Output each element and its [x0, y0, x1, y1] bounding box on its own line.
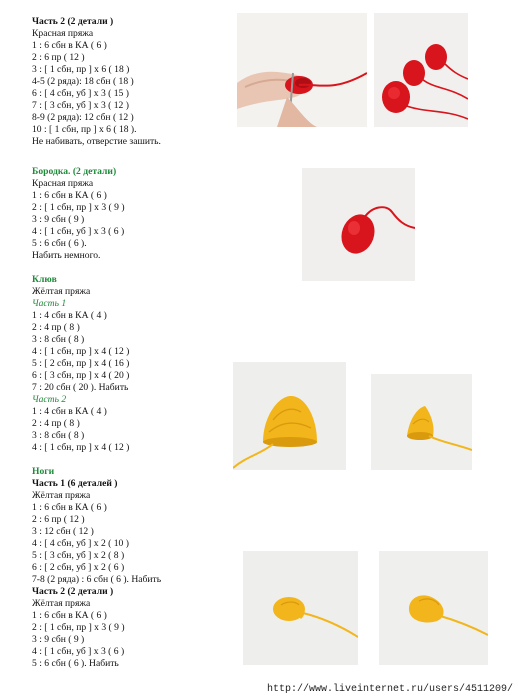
section-title: Часть 2 (2 детали ) — [32, 16, 114, 27]
part-label: Часть 2 — [32, 394, 67, 405]
pattern-line: 6 : [ 2 сбн, уб ] х 2 ( 6 ) — [32, 562, 125, 573]
section-beak — [32, 274, 129, 454]
pattern-line: 10 : [ 1 сбн, пр ] х 6 ( 18 ). — [32, 124, 137, 135]
hand-crochet-image — [237, 13, 367, 127]
pattern-line: Набить немного. — [32, 250, 101, 261]
pattern-line: 2 : [ 1 сбн, пр ] х 3 ( 9 ) — [32, 202, 125, 213]
part-title: Часть 2 (2 детали ) — [32, 586, 114, 597]
section-title: Ноги — [32, 466, 55, 477]
section-part2-red — [32, 16, 161, 148]
photo-beak-part2 — [371, 374, 472, 470]
part-title: Часть 1 (6 деталей ) — [32, 478, 118, 489]
photo-hand-red-yarn — [237, 13, 367, 127]
pattern-line: 6 : [ 4 сбн, уб ] х 3 ( 15 ) — [32, 88, 129, 99]
beak-part1-image — [233, 362, 346, 470]
pattern-line: Жёлтая пряжа — [32, 598, 91, 609]
pattern-line: Красная пряжа — [32, 28, 94, 39]
photo-wattle — [302, 168, 415, 281]
pattern-line: 1 : 6 сбн в КА ( 6 ) — [32, 502, 107, 513]
leg-part1-image — [243, 551, 358, 665]
section-title: Бородка. (2 детали) — [32, 166, 117, 177]
pattern-line: Красная пряжа — [32, 178, 94, 189]
wattle-image — [302, 168, 415, 281]
pattern-line: 7 : 20 сбн ( 20 ). Набить — [32, 382, 129, 393]
section-title: Клюв — [32, 274, 57, 285]
photo-leg-part1 — [243, 551, 358, 665]
pattern-line: 3 : 8 сбн ( 8 ) — [32, 430, 85, 441]
pattern-line: 5 : [ 3 сбн, уб ] х 2 ( 8 ) — [32, 550, 125, 561]
pattern-line: Жёлтая пряжа — [32, 490, 91, 501]
pattern-line: 7-8 (2 ряда) : 6 сбн ( 6 ). Набить — [32, 574, 162, 585]
pattern-line: Не набивать, отверстие зашить. — [32, 136, 161, 147]
pattern-line: 4 : [ 1 сбн, пр ] х 4 ( 12 ) — [32, 346, 130, 357]
pattern-line: 2 : 6 пр ( 12 ) — [32, 52, 85, 63]
pattern-line: 3 : [ 1 сбн, пр ] х 6 ( 18 ) — [32, 64, 130, 75]
pattern-line: 1 : 4 сбн в КА ( 4 ) — [32, 310, 107, 321]
leg-part2-image — [379, 551, 488, 665]
yarn-label: Жёлтая пряжа — [32, 286, 91, 297]
photo-beak-part1 — [233, 362, 346, 470]
section-legs — [32, 466, 161, 670]
pattern-line: 4 : [ 4 сбн, уб ] х 2 ( 10 ) — [32, 538, 129, 549]
pattern-line: 4 : [ 1 сбн, пр ] х 4 ( 12 ) — [32, 442, 130, 453]
pattern-line: 2 : 6 пр ( 12 ) — [32, 514, 85, 525]
photo-leg-part2 — [379, 551, 488, 665]
photo-red-pieces — [374, 13, 468, 127]
pattern-line: 2 : 4 пр ( 8 ) — [32, 418, 80, 429]
pattern-line: 1 : 6 сбн в КА ( 6 ) — [32, 610, 107, 621]
pattern-line: 3 : 9 сбн ( 9 ) — [32, 214, 85, 225]
beak-part2-image — [371, 374, 472, 470]
red-pieces-image — [374, 13, 468, 127]
pattern-line: 5 : [ 2 сбн, пр ] х 4 ( 16 ) — [32, 358, 130, 369]
pattern-line: 6 : [ 3 сбн, пр ] х 4 ( 20 ) — [32, 370, 130, 381]
pattern-line: 4 : [ 1 сбн, уб ] х 3 ( 6 ) — [32, 646, 125, 657]
pattern-line: 7 : [ 3 сбн, уб ] х 3 ( 12 ) — [32, 100, 129, 111]
pattern-line: 1 : 6 сбн в КА ( 6 ) — [32, 40, 107, 51]
pattern-line: 3 : 12 сбн ( 12 ) — [32, 526, 94, 537]
pattern-line: 3 : 9 сбн ( 9 ) — [32, 634, 85, 645]
pattern-line: 2 : 4 пр ( 8 ) — [32, 322, 80, 333]
pattern-line: 5 : 6 сбн ( 6 ). Набить — [32, 658, 119, 669]
pattern-line: 2 : [ 1 сбн, пр ] х 3 ( 9 ) — [32, 622, 125, 633]
pattern-line: 8-9 (2 ряда): 12 сбн ( 12 ) — [32, 112, 134, 123]
pattern-line: 4 : [ 1 сбн, уб ] х 3 ( 6 ) — [32, 226, 125, 237]
pattern-line: 1 : 6 сбн в КА ( 6 ) — [32, 190, 107, 201]
pattern-line: 3 : 8 сбн ( 8 ) — [32, 334, 85, 345]
pattern-line: 4-5 (2 ряда): 18 сбн ( 18 ) — [32, 76, 134, 87]
part-label: Часть 1 — [32, 298, 67, 309]
pattern-line: 1 : 4 сбн в КА ( 4 ) — [32, 406, 107, 417]
source-watermark: http://www.liveinternet.ru/users/4511209/ — [266, 684, 513, 695]
pattern-line: 5 : 6 сбн ( 6 ). — [32, 238, 87, 249]
section-wattle — [32, 166, 125, 262]
